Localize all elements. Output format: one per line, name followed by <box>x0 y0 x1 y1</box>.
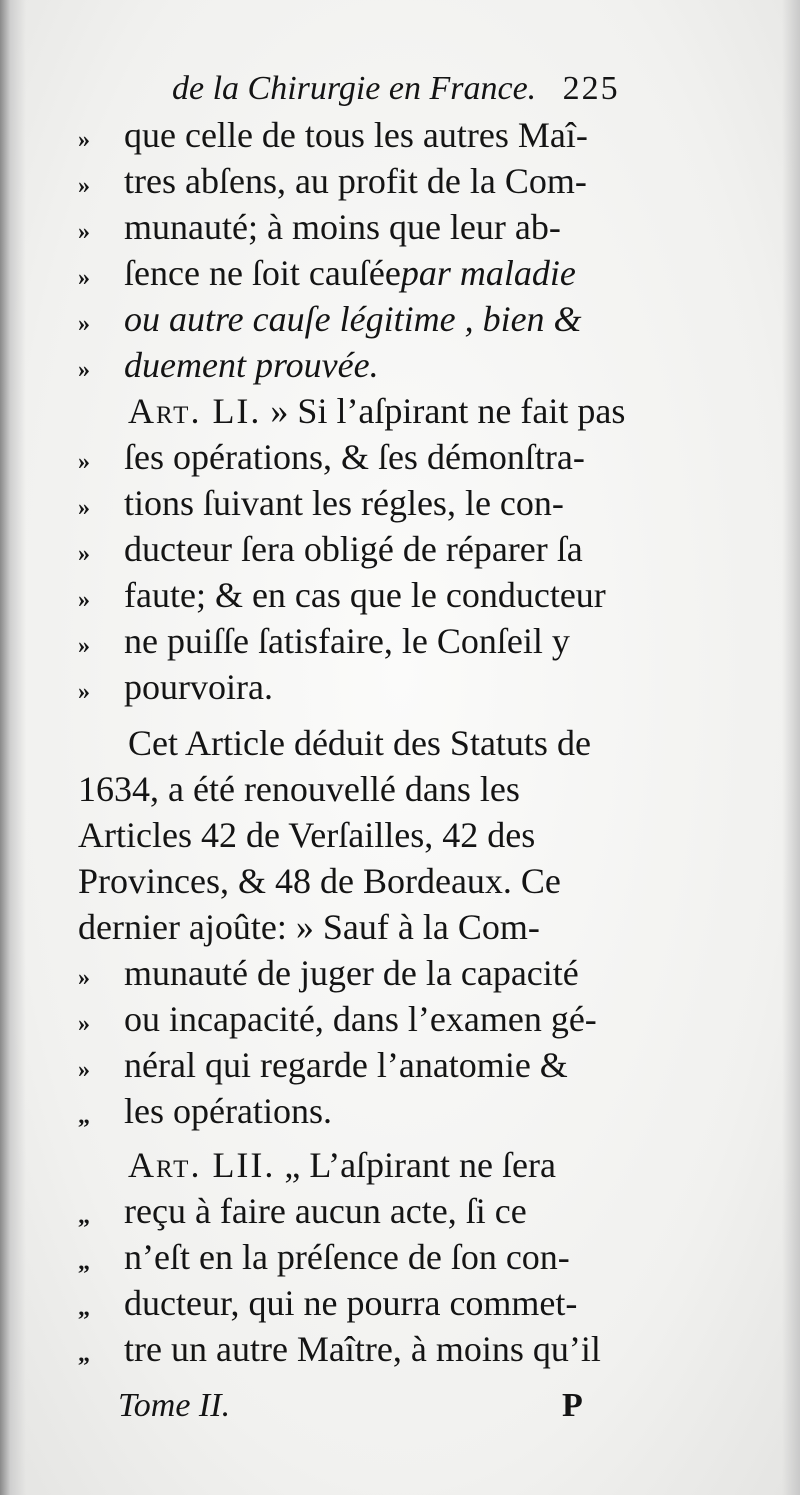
text-line <box>78 434 718 480</box>
line-text: ſes opérations, & ſes démonſtra- <box>124 437 585 477</box>
quote-mark: » <box>78 679 88 705</box>
signature-mark: P <box>562 1387 583 1424</box>
quote-mark: » <box>78 219 88 245</box>
line-italic-text: duement prouvée. <box>124 345 379 385</box>
quote-mark: » <box>78 311 88 337</box>
line-text: ſence ne ſoit cauſée <box>124 253 401 293</box>
page-gutter-shadow <box>0 0 26 1495</box>
quote-mark: » <box>78 265 88 291</box>
text-line <box>78 1088 718 1134</box>
text-line <box>78 342 718 388</box>
text-line <box>78 204 718 250</box>
paragraph-start-line <box>78 720 768 766</box>
quote-mark: » <box>78 965 88 991</box>
text-line <box>78 904 718 950</box>
text-line <box>78 526 718 572</box>
line-text: que celle de tous les autres Maî- <box>124 115 588 155</box>
text-line <box>78 812 718 858</box>
page-number: 225 <box>562 70 620 107</box>
article-heading-line <box>78 1142 768 1188</box>
text-line <box>78 1042 718 1088</box>
line-text: ne puiſſe ſatisfaire, le Conſeil y <box>124 621 570 661</box>
quote-mark: „ <box>78 1203 88 1229</box>
volume-label: Tome II. <box>118 1387 231 1424</box>
text-line <box>78 296 718 342</box>
quote-mark: » <box>78 1011 88 1037</box>
line-text: ou incapacité, dans l’examen gé- <box>124 999 597 1039</box>
text-line <box>78 618 718 664</box>
quote-mark: » <box>78 127 88 153</box>
running-title: de la Chirurgie en France. <box>172 70 537 107</box>
page-footer <box>118 1384 718 1428</box>
text-line <box>78 158 718 204</box>
article-number: Art. LI. <box>128 391 262 431</box>
line-text: Cet Article déduit des Statuts de <box>128 723 591 763</box>
quote-mark: „ <box>78 1295 88 1321</box>
quote-mark: „ <box>78 1249 88 1275</box>
quote-mark: » <box>78 449 88 475</box>
quote-mark: „ <box>78 1103 88 1129</box>
running-header <box>172 66 732 112</box>
page-edge-shadow <box>782 0 800 1495</box>
line-text: 1634, a été renouvellé dans les <box>78 769 520 809</box>
quote-mark: » <box>78 541 88 567</box>
line-text: „ L’aſpirant ne ſera <box>275 1145 556 1185</box>
line-text: les opérations. <box>124 1091 332 1131</box>
quote-mark: » <box>78 1057 88 1083</box>
article-number: Art. LII. <box>128 1145 276 1185</box>
line-text: tre un autre Maître, à moins qu’il <box>124 1329 601 1369</box>
quote-mark: » <box>78 633 88 659</box>
line-text: munauté de juger de la capacité <box>124 953 579 993</box>
text-line <box>78 1188 718 1234</box>
text-line <box>78 664 718 710</box>
line-text: » Si l’aſpirant ne fait pas <box>261 391 626 431</box>
text-line <box>78 996 718 1042</box>
article-heading-line <box>78 388 768 434</box>
quote-mark: » <box>78 587 88 613</box>
line-text: ducteur, qui ne pourra commet- <box>124 1283 578 1323</box>
line-text: Provinces, & 48 de Bordeaux. Ce <box>78 861 561 901</box>
text-line <box>78 112 718 158</box>
text-line <box>78 858 718 904</box>
line-text: Articles 42 de Verſailles, 42 des <box>78 815 536 855</box>
line-italic-text: ou autre cauſe légitime , bien & <box>124 299 582 339</box>
line-text: pourvoira. <box>124 667 273 707</box>
line-text: faute; & en cas que le conducteur <box>124 575 606 615</box>
quote-mark: » <box>78 357 88 383</box>
quote-mark: » <box>78 495 88 521</box>
line-text: n’eſt en la préſence de ſon con- <box>124 1237 570 1277</box>
line-text: néral qui regarde l’anatomie & <box>124 1045 568 1085</box>
text-line <box>78 480 718 526</box>
line-text: dernier ajoûte: » Sauf à la Com- <box>78 907 540 947</box>
text-line <box>78 1326 718 1372</box>
text-line <box>78 950 718 996</box>
quote-mark: » <box>78 173 88 199</box>
line-text: tres abſens, au profit de la Com- <box>124 161 587 201</box>
text-line <box>78 1234 718 1280</box>
text-line <box>78 250 718 296</box>
line-text: ducteur ſera obligé de réparer ſa <box>124 529 583 569</box>
text-line <box>78 572 718 618</box>
quote-mark: „ <box>78 1341 88 1367</box>
line-text: munauté; à moins que leur ab- <box>124 207 561 247</box>
line-text: reçu à faire aucun acte, ſi ce <box>124 1191 527 1231</box>
line-text: tions ſuivant les régles, le con- <box>124 483 564 523</box>
line-italic-text: par maladie <box>400 253 576 293</box>
text-line <box>78 766 718 812</box>
text-line <box>78 1280 718 1326</box>
